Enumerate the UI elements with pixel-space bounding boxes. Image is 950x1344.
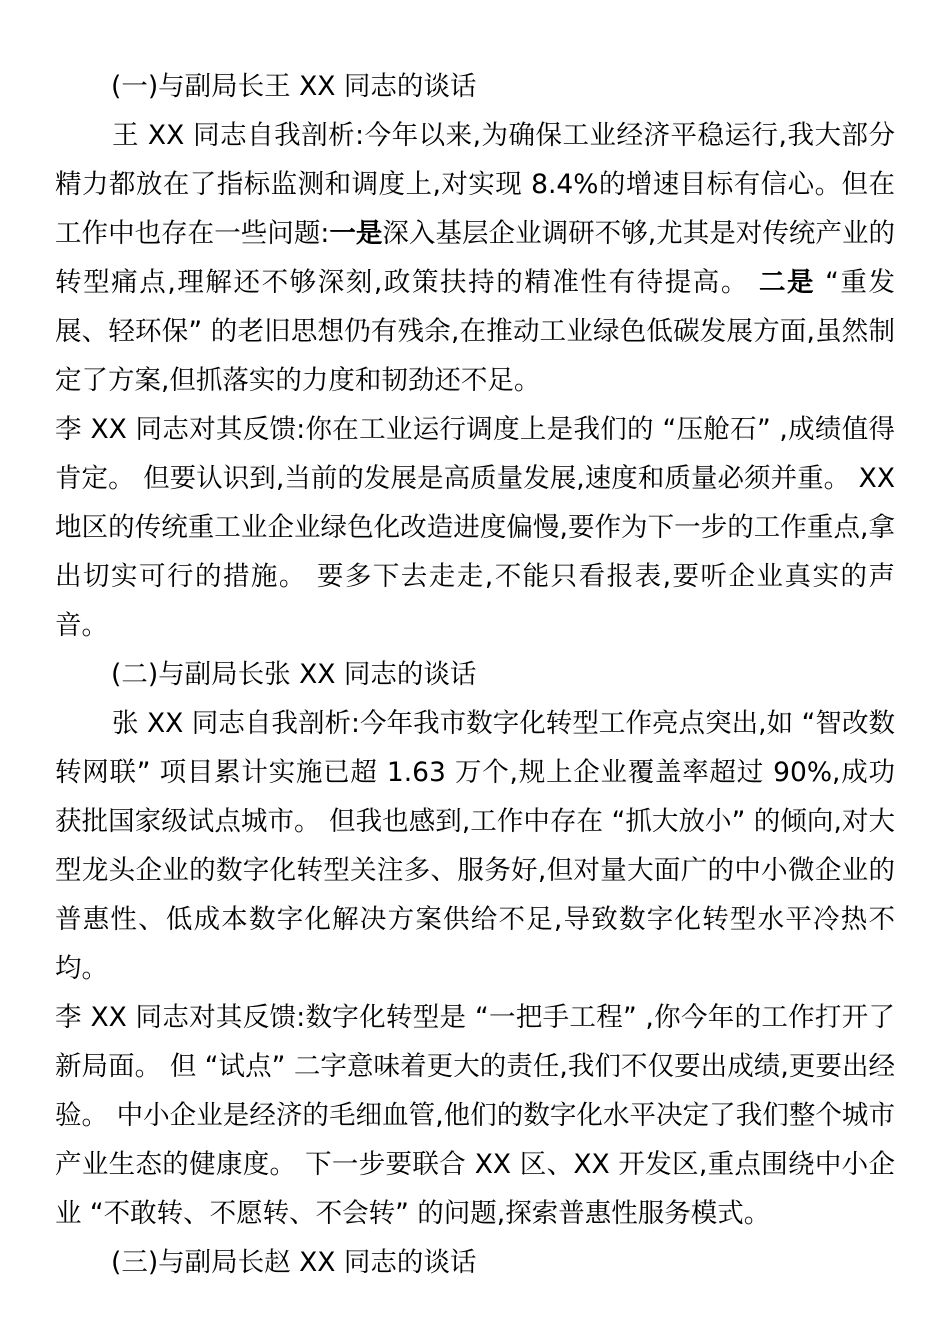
text-run: “重发展、轻环保” 的老旧思想仍有残余,在推动工业绿色低碳发展方面,虽然制定了方案,但抓落实的力度和韧劲还不足。 [55,267,896,396]
document-body [55,62,895,1287]
emphasis-run: 二是 [758,267,816,298]
emphasis-run: 一是 [329,218,383,249]
section-heading-three: (三)与副局长赵 XX 同志的谈话 [111,1247,477,1278]
zhang-self-analysis-paragraph [55,699,895,993]
text-run: 李 XX 同志对其反馈:数字化转型是 “一把手工程” ,你今年的工作打开了新局面。 但 “试点” 二字意味着更大的责任,我们不仅要出成绩,更要出经验。 中小企业是经济的毛细血管,他们的数字化水平决定了我们整个城市产业生态的健康度。 下一步要联合 XX 区、XX 开发区,重点围绕中小企业 “不敢转、不愿转、不会转” 的问题,探索普惠性服务模式。 [55,1002,895,1229]
text-run: 深入基层企业调研不够,尤其是对传统产业的转型痛点,理解还不够深刻,政策扶持的精准性有待提高。 [55,218,895,298]
text-run: 张 XX 同志自我剖析:今年我市数字化转型工作亮点突出,如 “智改数转网联” 项目累计实施已超 1.63 万个,规上企业覆盖率超过 90%,成功获批国家级试点城市。 但我也感到,工作中存在 “抓大放小” 的倾向,对大型龙头企业的数字化转型关注多、服务好,但对量大面广的中小微企业的普惠性、低成本数字化解决方案供给不足,导致数字化转型水平冷热不均。 [55,708,895,984]
text-run: 王 XX 同志自我剖析:今年以来,为确保工业经济平稳运行,我大部分精力都放在了指标监测和调度上,对实现 8.4%的增速目标有信心。但在工作中也存在一些问题: [55,120,895,249]
section-heading-two: (二)与副局长张 XX 同志的谈话 [111,659,477,690]
section-heading-one: (一)与副局长王 XX 同志的谈话 [111,71,477,102]
wang-self-analysis-paragraph [55,111,895,405]
li-feedback-paragraph-two [55,993,895,1238]
text-run: 李 XX 同志对其反馈:你在工业运行调度上是我们的 “压舱石” ,成绩值得肯定。 但要认识到,当前的发展是高质量发展,速度和质量必须并重。 XX 地区的传统重工业企业绿色化改造进度偏慢,要作为下一步的工作重点,拿出切实可行的措施。 要多下去走走,不能只看报表,要听企业真实的声音。 [55,414,895,641]
li-feedback-paragraph-one [55,405,895,650]
